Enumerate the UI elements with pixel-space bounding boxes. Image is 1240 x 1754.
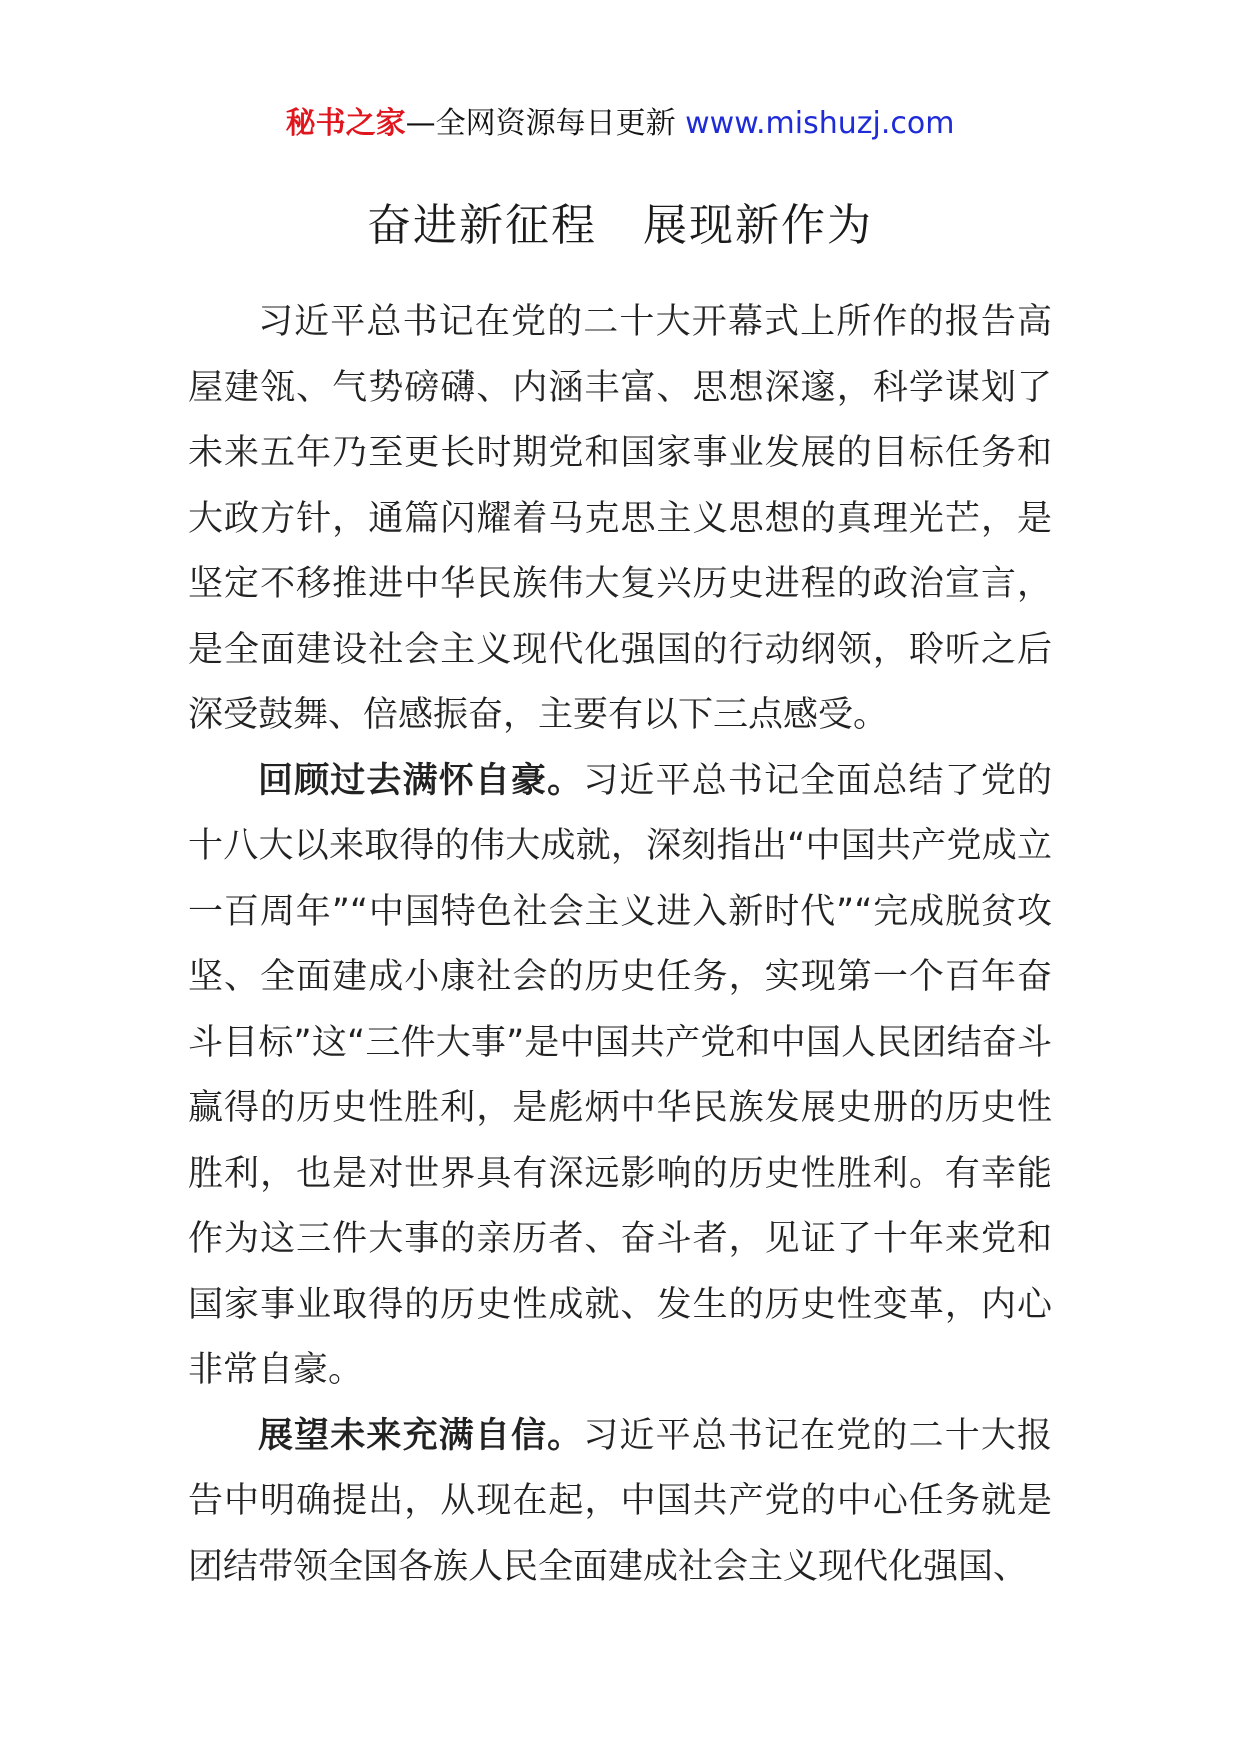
site-url-link[interactable]: www.mishuzj.com bbox=[685, 106, 955, 141]
section-paragraph-2 bbox=[188, 1404, 1052, 1601]
document-title: 奋进新征程 展现新作为 bbox=[367, 200, 873, 251]
site-brand: 秘书之家 bbox=[285, 106, 406, 141]
site-header bbox=[0, 102, 1240, 146]
section-lead-2: 展望未来充满自信。 bbox=[258, 1415, 584, 1456]
section-paragraph-1 bbox=[188, 749, 1052, 1404]
section-text-1: 习近平总书记全面总结了党的十八大以来取得的伟大成就，深刻指出“中国共产党成立一百周年”“中国特色社会主义进入新时代”“完成脱贫攻坚、全面建成小康社会的历史任务，实现第一个百年奋斗目标”这“三件大事”是中国共产党和中国人民团结奋斗赢得的历史性胜利，是彪炳中华民族发展史册的历史性胜利，也是对世界具有深远影响的历史性胜利。有幸能作为这三件大事的亲历者、奋斗者，见证了十年来党和国家事业取得的历史性成就、发生的历史性变革，内心非常自豪。 bbox=[188, 760, 1052, 1390]
intro-paragraph: 习近平总书记在党的二十大开幕式上所作的报告高屋建瓴、气势磅礴、内涵丰富、思想深邃，科学谋划了未来五年乃至更长时期党和国家事业发展的目标任务和大政方针，通篇闪耀着马克思主义思想的真理光芒，是坚定不移推进中华民族伟大复兴历史进程的政治宣言，是全面建设社会主义现代化强国的行动纲领，聆听之后深受鼓舞、倍感振奋，主要有以下三点感受。 bbox=[188, 302, 1052, 735]
section-text-2: 习近平总书记在党的二十大报告中明确提出，从现在起，中国共产党的中心任务就是团结带领全国各族人民全面建成社会主义现代化强国、 bbox=[188, 1415, 1052, 1587]
site-tagline: —全网资源每日更新 bbox=[405, 106, 676, 141]
section-lead-1: 回顾过去满怀自豪。 bbox=[258, 760, 584, 801]
document-body bbox=[188, 290, 1052, 1600]
